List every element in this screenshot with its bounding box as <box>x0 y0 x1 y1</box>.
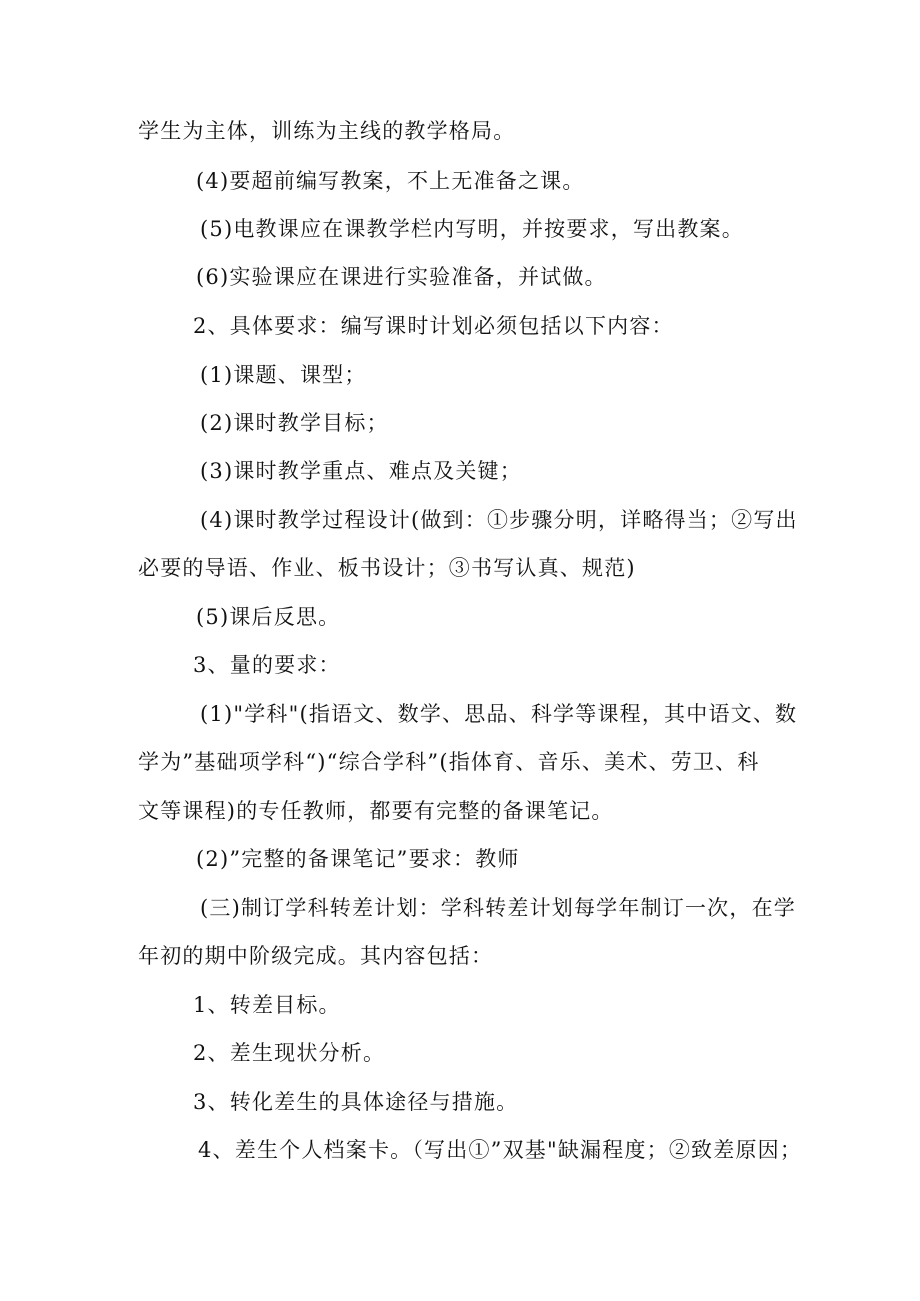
text-line-9: (4)课时教学过程设计(做到：①步骤分明，详略得当；②写出 <box>200 508 798 532</box>
text-line-10: 必要的导语、作业、板书设计；③书写认真、规范) <box>138 556 636 580</box>
text-line-3: (5)电教课应在课教学栏内写明，并按要求，写出教案。 <box>200 217 744 241</box>
text-line-19: 1、转差目标。 <box>193 993 341 1017</box>
text-line-16: (2)”完整的备课笔记”要求：教师 <box>196 847 520 871</box>
text-line-4: (6)实验课应在课进行实验准备，并试做。 <box>196 265 607 289</box>
text-line-15: 文等课程)的专任教师，都要有完整的备课笔记。 <box>138 799 614 823</box>
text-line-21: 3、转化差生的具体途径与措施。 <box>193 1090 519 1114</box>
text-line-6: (1)课题、课型； <box>200 363 367 387</box>
text-line-18: 年初的期中阶级完成。其内容包括： <box>138 944 494 968</box>
text-line-11: (5)课后反思。 <box>196 605 341 629</box>
text-line-5: 2、具体要求：编写课时计划必须包括以下内容： <box>193 314 674 338</box>
text-line-22: 4、差生个人档案卡。（写出①”双基"缺漏程度；②致差原因； <box>198 1138 803 1162</box>
text-line-14: 学为”基础项学科“)“综合学科”(指体育、音乐、美术、劳卫、科 <box>138 750 760 774</box>
text-line-1: 学生为主体，训练为主线的教学格局。 <box>138 119 516 143</box>
text-line-7: (2)课时教学目标； <box>200 411 389 435</box>
text-line-13: (1)"学科"(指语文、数学、思品、科学等课程，其中语文、数 <box>200 702 798 726</box>
text-line-8: (3)课时教学重点、难点及关键； <box>200 459 522 483</box>
text-line-17: (三)制订学科转差计划：学科转差计划每学年制订一次，在学 <box>200 896 796 920</box>
text-line-12: 3、量的要求： <box>193 653 341 677</box>
text-line-20: 2、差生现状分析。 <box>193 1041 386 1065</box>
text-line-2: (4)要超前编写教案，不上无准备之课。 <box>196 169 585 193</box>
